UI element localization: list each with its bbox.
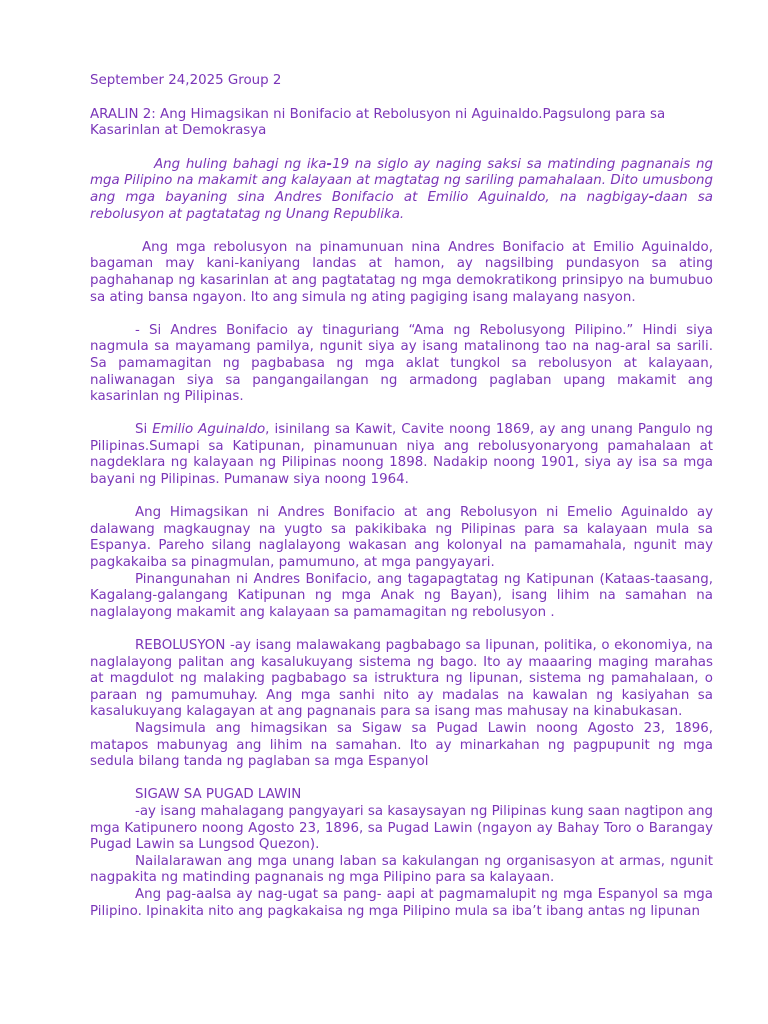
paragraph-uprising-roots: Ang pag-aalsa ay nag-ugat sa pang- aapi at pagmamalupit ng mga Espanyol sa mga Pilipino. Ipinakita nito ang pagkakaisa ng mga Pilipino mula sa iba’t ibang antas ng lipunan — [90, 886, 713, 919]
lesson-title: ARALIN 2: Ang Himagsikan ni Bonifacio at Rebolusyon ni Aguinaldo.Pagsulong para sa Kasarinlan at Demokrasya — [90, 106, 666, 139]
paragraph-foundation: Ang mga rebolusyon na pinamunuan nina Andres Bonifacio at Emilio Aguinaldo, bagaman may kani-kaniyang landas at hamon, ay nagsilbing pundasyon sa ating paghahanap ng kasarinlan at ang pagtatatag ng mga demokratikong prinsipyo na bumubuo sa ating bansa ngayon. Ito ang simula ng ating pagiging isang malayang nasyon. — [90, 239, 713, 305]
intro-text-b: 19 na siglo ay naging saksi sa matinding pagnanais ng mga Pilipino na makamit ang kalayaan at magtatag ng sariling pamahalaan. Dito umusbong ang mga bayaning sina Andres Bonifacio at Emilio Aguinaldo, na nagbigay — [90, 156, 713, 205]
aguinaldo-name: Emilio Aguinaldo — [152, 422, 266, 438]
document-page — [90, 73, 713, 920]
intro-paragraph — [90, 157, 713, 223]
paragraph-comparison: Ang Himagsikan ni Andres Bonifacio at ang Rebolusyon ni Emelio Aguinaldo ay dalawang magkaugnay na yugto sa pakikibaka ng Pilipinas para sa kalayaan mula sa Espanya. Pareho silang naglalayong wakasan ang kolonyal na pamamahala, ngunit may pagkakaiba sa pinagmulan, pamumuno, at mga pangyayari. — [90, 505, 713, 571]
aguinaldo-text: , isinilang sa Kawit, Cavite noong 1869, ay ang unang Pangulo ng Pilipinas.Sumapi sa Katipunan, pinamunuan niya ang rebolusyonaryong pamahalaan at nagdeklara ng kalayaan ng Pilipinas noong 1898. Nadakip noong 1901, siya ay isa sa mga bayani ng Pilipinas. Pumanaw siya noong 1964. — [90, 422, 714, 488]
intro-text-a: Ang huling bahagi ng ika — [154, 156, 327, 172]
paragraph-rebolusyon-definition: REBOLUSYON -ay isang malawakang pagbabago sa lipunan, politika, o ekonomiya, na naglalayong palitan ang kasalukuyang sistema ng bago. Ito ay maaaring maging marahas at magdulot ng malaking pagbabago sa istruktura ng lipunan, sistema ng pamahalaan, o paraan ng pamumuhay. Ang mga sanhi nito ay madalas na kawalan ng kasiyahan sa kasalukuyang kalagayan at ang pagnanais para sa isang mas mahusay na kinabukasan. — [90, 638, 713, 720]
intro-text-c: daan sa rebolusyon at pagtatatag ng Unang Republika. — [90, 189, 713, 222]
paragraph-pugad-lawin: -ay isang mahalagang pangyayari sa kasaysayan ng Pilipinas kung saan nagtipon ang mga Katipunero noong Agosto 23, 1896, sa Pugad Lawin (ngayon ay Bahay Toro o Barangay Pugad Lawin sa Lungsod Quezon). — [90, 803, 713, 853]
paragraph-aguinaldo — [90, 422, 713, 488]
paragraph-katipunan: Pinangunahan ni Andres Bonifacio, ang tagapagtatag ng Katipunan (Kataas-taasang, Kagalang-galangang Katipunan ng mga Anak ng Bayan), isang lihim na samahan na naglalayong makamit ang kalayaan sa pamamagitan ng rebolusyon . — [90, 571, 713, 620]
paragraph-early-battles: Nailalarawan ang mga unang laban sa kakulangan ng organisasyon at armas, ngunit nagpakita ng matinding pagnanais ng mga Pilipino para sa kalayaan. — [90, 853, 713, 886]
paragraph-himagsikan-start: Nagsimula ang himagsikan sa Sigaw sa Pugad Lawin noong Agosto 23, 1896, matapos mabunyag ang lihim na samahan. Ito ay minarkahan ng pagpupunit ng mga sedula bilang tanda ng paglaban sa mga Espanyol — [90, 720, 713, 770]
pugad-lawin-heading: SIGAW SA PUGAD LAWIN — [135, 787, 302, 803]
intro-dash: - — [326, 156, 333, 172]
intro-dash-2: - — [648, 189, 655, 205]
aguinaldo-prefix: Si — [135, 422, 153, 438]
paragraph-bonifacio: - Si Andres Bonifacio ay tinaguriang “Ama ng Rebolusyong Pilipino.” Hindi siya nagmula sa mayamang pamilya, ngunit siya ay isang matalinong tao na nag-aral sa sarili. Sa pamamagitan ng pagbabasa ng mga aklat tungkol sa rebolusyon at kalayaan, naliwanagan siya sa pangangailangan ng armadong paglaban upang makamit ang kasarinlan ng Pilipinas. — [90, 322, 713, 405]
date-group-line: September 24,2025 Group 2 — [90, 73, 282, 88]
